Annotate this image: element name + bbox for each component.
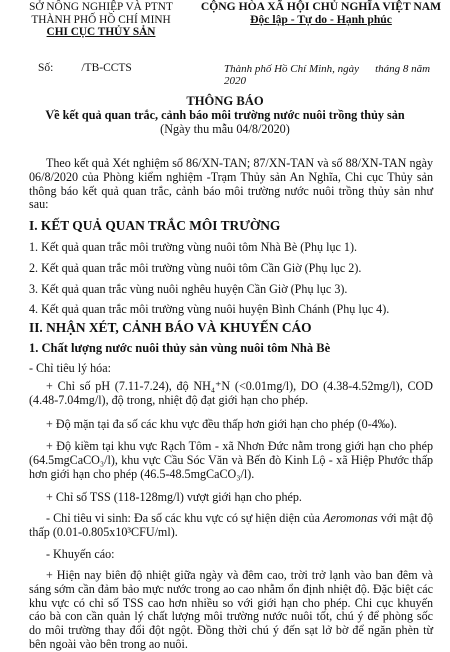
issuer-block [22, 1, 180, 39]
section-1-item: 1. Kết quả quan trắc môi trường vùng nuôi tôm Nhà Bè (Phụ lục 1). [29, 240, 358, 254]
document-number [38, 62, 132, 74]
section-1-item: 3. Kết quả quan trắc vùng nuôi nghêu huyện Cần Giờ (Phụ lục 3). [29, 282, 348, 296]
number-label: Số: [38, 62, 54, 74]
alkalinity-paragraph: + Độ kiềm tại khu vực Rạch Tôm - xã Nhơn Đức nằm trong giới hạn cho phép (64.5mgCaCO₃/l), khu vực Cầu Sóc Văn và Bến đò Kinh Lộ - xã Hiệp Phước thấp hơn giới hạn cho phép (46.5-48.5mgCaCO₃/l). [29, 439, 433, 481]
section-1-item: 2. Kết quả quan trắc môi trường vùng nuôi tôm Cần Giờ (Phụ lục 2). [29, 261, 362, 275]
recommendation-label: - Khuyến cáo: [46, 547, 115, 561]
agency-name: CHI CỤC THỦY SẢN [46, 26, 156, 39]
issue-month-year: tháng 8 năm 2020 [224, 63, 431, 87]
section-2-heading: II. NHẬN XÉT, CẢNH BÁO VÀ KHUYẾN CÁO [29, 320, 312, 335]
ministry-name: SỞ NÔNG NGHIỆP VÀ PTNT [29, 1, 173, 13]
microbiology-text-b: với mật độ thấp (0.01-0.805x10³CFU/ml). [29, 511, 433, 539]
issue-date [224, 63, 450, 87]
tss-paragraph: + Chỉ số TSS (118-128mg/l) vượt giới hạn cho phép. [46, 490, 302, 504]
ph-paragraph: + Chỉ số pH (7.11-7.24), độ NH₄⁺N (<0.01mg/l), DO (4.38-4.52mg/l), COD (4.48-7.04mg/l), độ trong, nhiệt độ đạt giới hạn cho phép. [29, 379, 433, 407]
microbiology-paragraph [29, 512, 433, 540]
city-name: THÀNH PHỐ HỒ CHÍ MINH [31, 13, 171, 26]
salinity-paragraph: + Độ mặn tại đa số các khu vực đều thấp hơn giới hạn cho phép (0-4‰). [46, 417, 397, 431]
nation-name: CỘNG HÒA XÃ HỘI CHỦ NGHĨA VIỆT NAM [200, 0, 442, 13]
sample-date: (Ngày thu mẫu 04/8/2020) [160, 122, 290, 136]
intro-paragraph: Theo kết quả Xét nghiệm số 86/XN-TAN; 87/XN-TAN và số 88/XN-TAN ngày 06/8/2020 của Phòng kiểm nghiệm -Trạm Thủy sản An Nghĩa, Chi cục Thủy sản thông báo kết quả quan trắc, cảnh báo môi trường nước nuôi trồng thủy sản như sau: [29, 156, 433, 212]
issue-place: Thành phố Hồ Chí Minh, ngày [224, 63, 360, 75]
section-1-heading: I. KẾT QUẢ QUAN TRẮC MÔI TRƯỜNG [29, 218, 281, 233]
number-code: /TB-CCTS [81, 62, 132, 74]
document-subject: Về kết quả quan trắc, cảnh báo môi trường nước nuôi trồng thủy sản [45, 108, 405, 122]
microbiology-species: Aeromonas [323, 511, 378, 525]
recommendation-paragraph: + Hiện nay biên độ nhiệt giữa ngày và đêm cao, trời trở lạnh vào ban đêm và sáng sớm cần đảm bảo mực nước trong ao cao nhằm ổn định nhiệt độ. Đặc biệt các khu vực có chỉ số TSS cao hơn nhiều so với giới hạn cho phép. Chi cục khuyến cáo bà con cần quản lý chất lượng môi trường nước nuôi tốt, chú ý để phòng sốc do môi trường thay đổi đột ngột. Đồng thời chú ý đến sạt lở bờ để ngăn phèn từ bên ngoài vào bên trong ao nuôi. [29, 568, 433, 651]
chemistry-label: - Chỉ tiêu lý hóa: [29, 361, 111, 375]
national-header [196, 1, 446, 26]
microbiology-text-a: - Chỉ tiêu vi sinh: Đa số các khu vực có sự hiện diện của [46, 511, 324, 525]
national-motto: Độc lập - Tự do - Hạnh phúc [250, 12, 392, 26]
section-1-item: 4. Kết quả quan trắc môi trường vùng nuôi huyện Bình Chánh (Phụ lục 4). [29, 302, 390, 316]
subsection-nha-be-heading: 1. Chất lượng nước nuôi thủy sản vùng nuôi tôm Nhà Bè [29, 341, 331, 355]
document-title: THÔNG BÁO [186, 94, 264, 108]
